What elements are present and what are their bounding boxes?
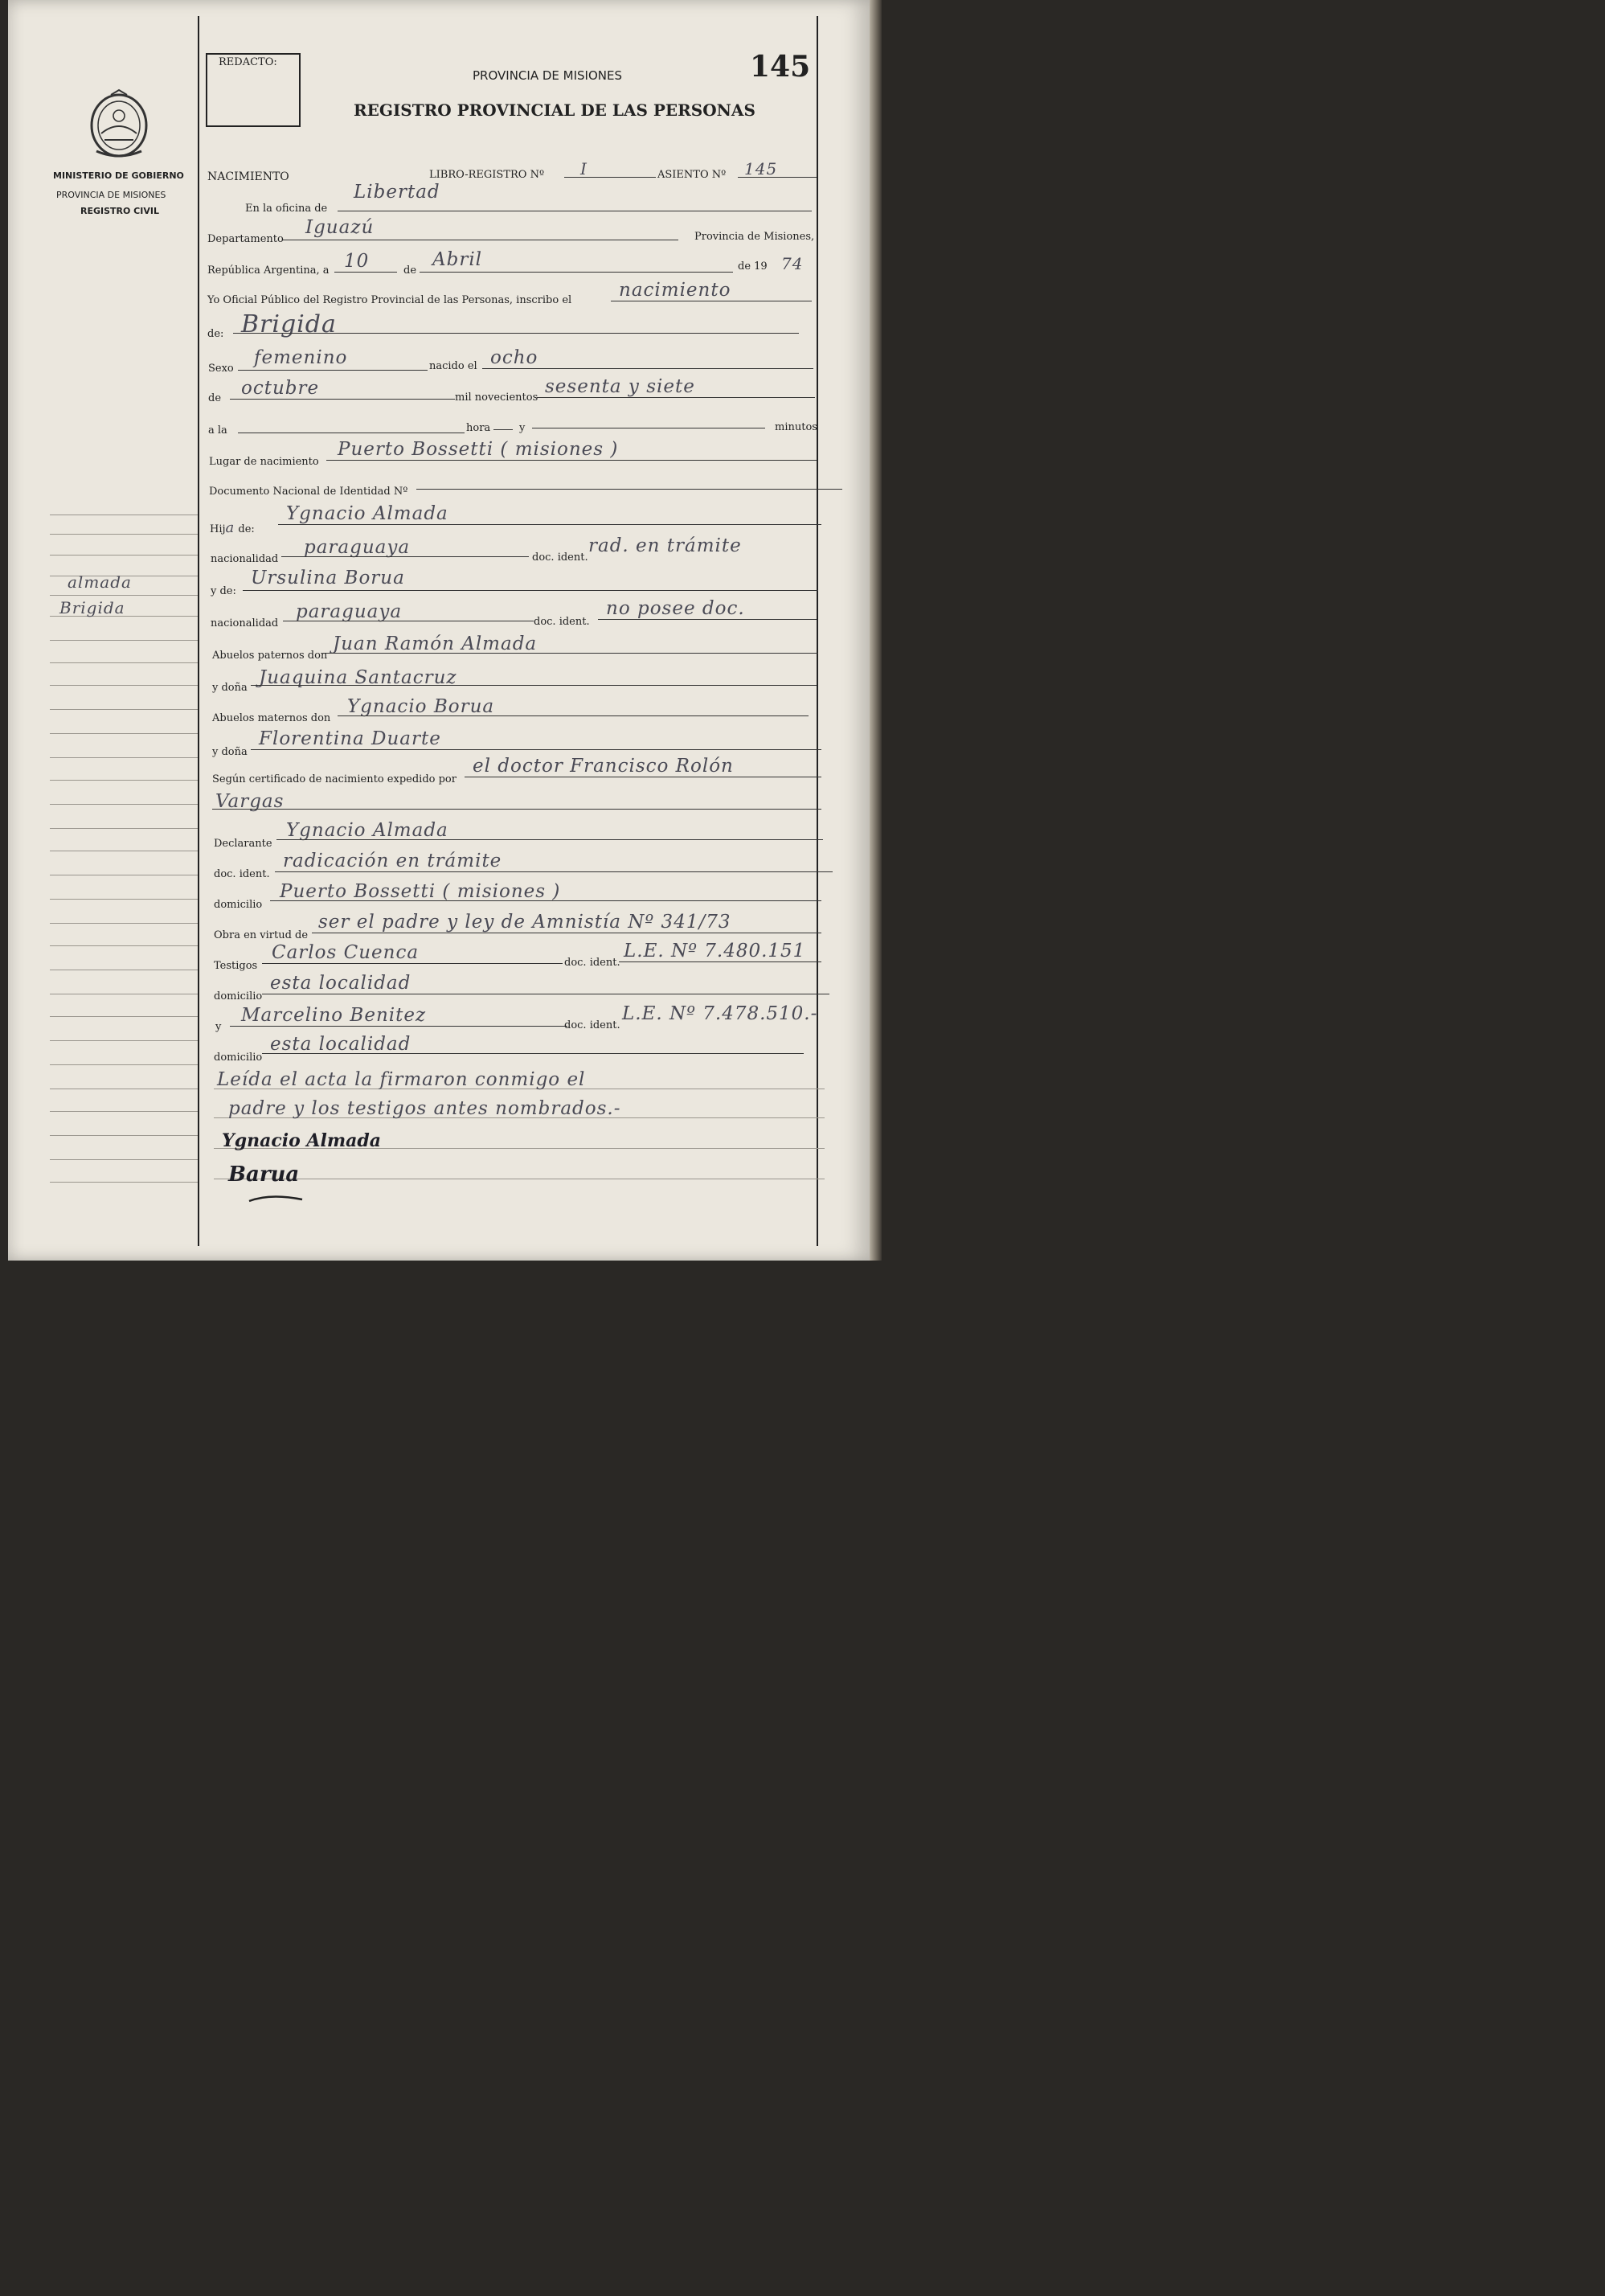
dni-rule — [416, 489, 842, 490]
de2-label: de: — [207, 328, 224, 340]
asiento-value: 145 — [744, 159, 778, 178]
province-title: PROVINCIA DE MISIONES — [473, 68, 622, 83]
margin-rule — [50, 804, 198, 805]
departamento-value: Iguazú — [305, 217, 375, 238]
docident3-value: radicación en trámite — [283, 851, 502, 871]
domicilio3-value: esta localidad — [270, 1034, 411, 1055]
sexo-label: Sexo — [208, 363, 234, 375]
oficina-label: En la oficina de — [245, 203, 328, 215]
signature-father: Ygnacio Almada — [222, 1130, 382, 1151]
page-title: REGISTRO PROVINCIAL DE LAS PERSONAS — [354, 100, 755, 120]
dni-label: Documento Nacional de Identidad Nº — [209, 486, 408, 498]
nac1-label: nacionalidad — [211, 553, 279, 565]
margin-rule — [50, 1159, 198, 1160]
margin-rule — [50, 757, 198, 758]
ydona2-label: y doña — [212, 746, 248, 758]
anio-nac-value: sesenta y siete — [545, 376, 695, 397]
hijo-prefix: Hij — [210, 523, 226, 535]
declarante-rule — [276, 839, 823, 840]
padre-value: Ygnacio Almada — [286, 503, 448, 524]
nacido-rule — [482, 368, 813, 369]
ala-label: a la — [208, 424, 227, 437]
docident2-value: no posee doc. — [606, 598, 745, 619]
departamento-label: Departamento — [207, 233, 284, 245]
domicilio3-rule — [262, 1053, 804, 1054]
anio-nac-rule — [537, 397, 815, 398]
mes-rule — [420, 272, 733, 273]
ministry-label: MINISTERIO DE GOBIERNO — [53, 170, 184, 181]
ydona1-label: y doña — [212, 682, 248, 694]
abpat-label: Abuelos paternos don — [212, 650, 328, 662]
redacto-label: REDACTO: — [219, 56, 277, 68]
testigo2-rule — [230, 1026, 567, 1027]
padre-rule — [278, 524, 821, 525]
abpat-rule — [323, 653, 818, 654]
libro-label: LIBRO-REGISTRO Nº — [429, 169, 545, 181]
margin-rule — [50, 555, 198, 556]
docident1-label: doc. ident. — [532, 551, 588, 564]
margin-rule — [50, 945, 198, 946]
docident5-value: L.E. Nº 7.478.510.- — [622, 1003, 818, 1024]
margin-rule — [50, 923, 198, 924]
nombre-value: Brigida — [241, 310, 337, 338]
margin-rule — [50, 685, 198, 686]
yo-label: Yo Oficial Público del Registro Provincial de las Personas, inscribo el — [207, 294, 572, 306]
docident2-label: doc. ident. — [534, 616, 590, 628]
republica-label: República Argentina, a — [207, 264, 330, 277]
provincia-label: Provincia de Misiones, — [694, 231, 815, 243]
anio-label: de 19 — [738, 260, 768, 273]
seal — [87, 87, 151, 159]
margin-rule — [50, 1064, 198, 1065]
mes-nac-value: octubre — [241, 378, 320, 399]
docident4-value: L.E. Nº 7.480.151 — [624, 941, 806, 961]
nac2-value: paraguaya — [296, 601, 403, 622]
sexo-rule — [238, 370, 428, 371]
page-number: 145 — [750, 50, 811, 84]
nac1-value: paraguaya — [304, 537, 411, 558]
hijo-label — [210, 519, 255, 536]
docident2-rule — [598, 619, 817, 620]
margin-rule — [50, 1182, 198, 1183]
segun-value2: Vargas — [215, 791, 285, 812]
margin-rule — [50, 1016, 198, 1017]
madre-rule — [243, 590, 818, 591]
segun-rule2 — [212, 809, 821, 810]
province-label: PROVINCIA DE MISIONES — [56, 190, 166, 200]
testigo1-value: Carlos Cuenca — [272, 942, 420, 963]
abmat-dona-value: Florentina Duarte — [259, 728, 441, 749]
y2-label: y — [215, 1021, 222, 1033]
civil-registry-label: REGISTRO CIVIL — [80, 206, 159, 216]
madre-value: Ursulina Borua — [251, 568, 405, 588]
margin-rule — [50, 828, 198, 829]
nombre-rule — [233, 333, 799, 334]
margin-surname: almada — [68, 572, 132, 592]
domicilio1-value: Puerto Bossetti ( misiones ) — [280, 881, 561, 902]
lugar-value: Puerto Bossetti ( misiones ) — [338, 439, 619, 460]
testigos-label: Testigos — [214, 960, 258, 972]
testigo2-value: Marcelino Benitez — [241, 1005, 427, 1026]
margin-rule — [50, 662, 198, 663]
right-frame-line — [817, 16, 818, 1246]
libro-rule — [564, 177, 656, 178]
sexo-value: femenino — [254, 347, 348, 368]
abmat-rule — [338, 715, 809, 716]
domicilio2-label: domicilio — [214, 990, 263, 1002]
hora-label: hora — [466, 422, 491, 434]
domicilio1-label: domicilio — [214, 899, 263, 911]
abmat-dona-rule — [251, 749, 821, 750]
nacido-label: nacido el — [429, 360, 477, 372]
segun-value: el doctor Francisco Rolón — [473, 756, 734, 777]
abmat-value: Ygnacio Borua — [347, 696, 495, 717]
margin-rule — [50, 733, 198, 734]
inscribo-value: nacimiento — [619, 280, 731, 301]
obra-value: ser el padre y ley de Amnistía Nº 341/73 — [318, 912, 731, 933]
docident4-label: doc. ident. — [564, 957, 620, 969]
margin-rule — [50, 1135, 198, 1136]
de3-label: de — [208, 392, 222, 404]
domicilio2-value: esta localidad — [270, 973, 411, 994]
margin-rule — [50, 640, 198, 641]
libro-value: I — [580, 159, 588, 178]
asiento-label: ASIENTO Nº — [657, 169, 727, 181]
margin-rule — [50, 709, 198, 710]
declarante-label: Declarante — [214, 838, 272, 850]
mil-label: mil novecientos — [455, 392, 538, 404]
lugar-label: Lugar de nacimiento — [209, 456, 319, 468]
obra-label: Obra en virtud de — [214, 929, 309, 941]
nac1-rule — [281, 556, 529, 557]
nacido-value: ocho — [490, 347, 538, 368]
signature-flourish — [246, 1191, 310, 1207]
hora-dash — [493, 429, 513, 430]
left-frame-line — [198, 16, 199, 1246]
segun-label: Según certificado de nacimiento expedido por — [212, 773, 457, 785]
margin-name: Brigida — [59, 598, 125, 617]
hijo-de: de: — [238, 523, 255, 535]
docident4-rule — [619, 961, 821, 962]
abpat-dona-value: Juaquina Santacruz — [259, 667, 457, 688]
declarante-value: Ygnacio Almada — [286, 820, 448, 841]
nacimiento-label: NACIMIENTO — [207, 170, 289, 183]
de-label: de — [403, 264, 417, 277]
domicilio3-label: domicilio — [214, 1052, 263, 1064]
yde-label: y de: — [211, 585, 236, 597]
docident1-value: rad. en trámite — [588, 535, 742, 556]
closing-line-2: padre y los testigos antes nombrados.- — [228, 1098, 621, 1119]
asiento-rule — [738, 177, 817, 178]
minutos-label: minutos — [775, 421, 817, 433]
docident3-label: doc. ident. — [214, 868, 270, 880]
dia-value: 10 — [344, 251, 370, 272]
abpat-value: Juan Ramón Almada — [333, 633, 538, 654]
signature-mother: Barua — [228, 1162, 300, 1187]
testigo1-rule — [262, 963, 563, 964]
margin-rule — [50, 1040, 198, 1041]
margin-rule — [50, 595, 198, 596]
oficina-value: Libertad — [354, 182, 440, 203]
margin-rule — [50, 534, 198, 535]
abmat-label: Abuelos maternos don — [212, 712, 331, 724]
margin-rule — [50, 780, 198, 781]
mes-nac-rule — [230, 399, 455, 400]
margin-rule — [50, 1111, 198, 1112]
dia-rule — [334, 272, 397, 273]
hijo-suffix: a — [225, 519, 235, 536]
lugar-rule — [326, 460, 817, 461]
book-spine — [870, 0, 882, 1261]
domicilio1-rule — [270, 900, 821, 901]
mes-value: Abril — [432, 249, 483, 270]
y-label: y — [519, 422, 526, 434]
abpat-dona-rule — [251, 685, 817, 686]
docident5-label: doc. ident. — [564, 1019, 620, 1031]
docident3-rule — [275, 871, 833, 872]
coat-of-arms-icon — [87, 87, 151, 159]
nac2-label: nacionalidad — [211, 617, 279, 629]
anio-value: 74 — [781, 254, 804, 273]
margin-rule — [50, 899, 198, 900]
closing-line-1: Leída el acta la firmaron conmigo el — [217, 1069, 586, 1090]
